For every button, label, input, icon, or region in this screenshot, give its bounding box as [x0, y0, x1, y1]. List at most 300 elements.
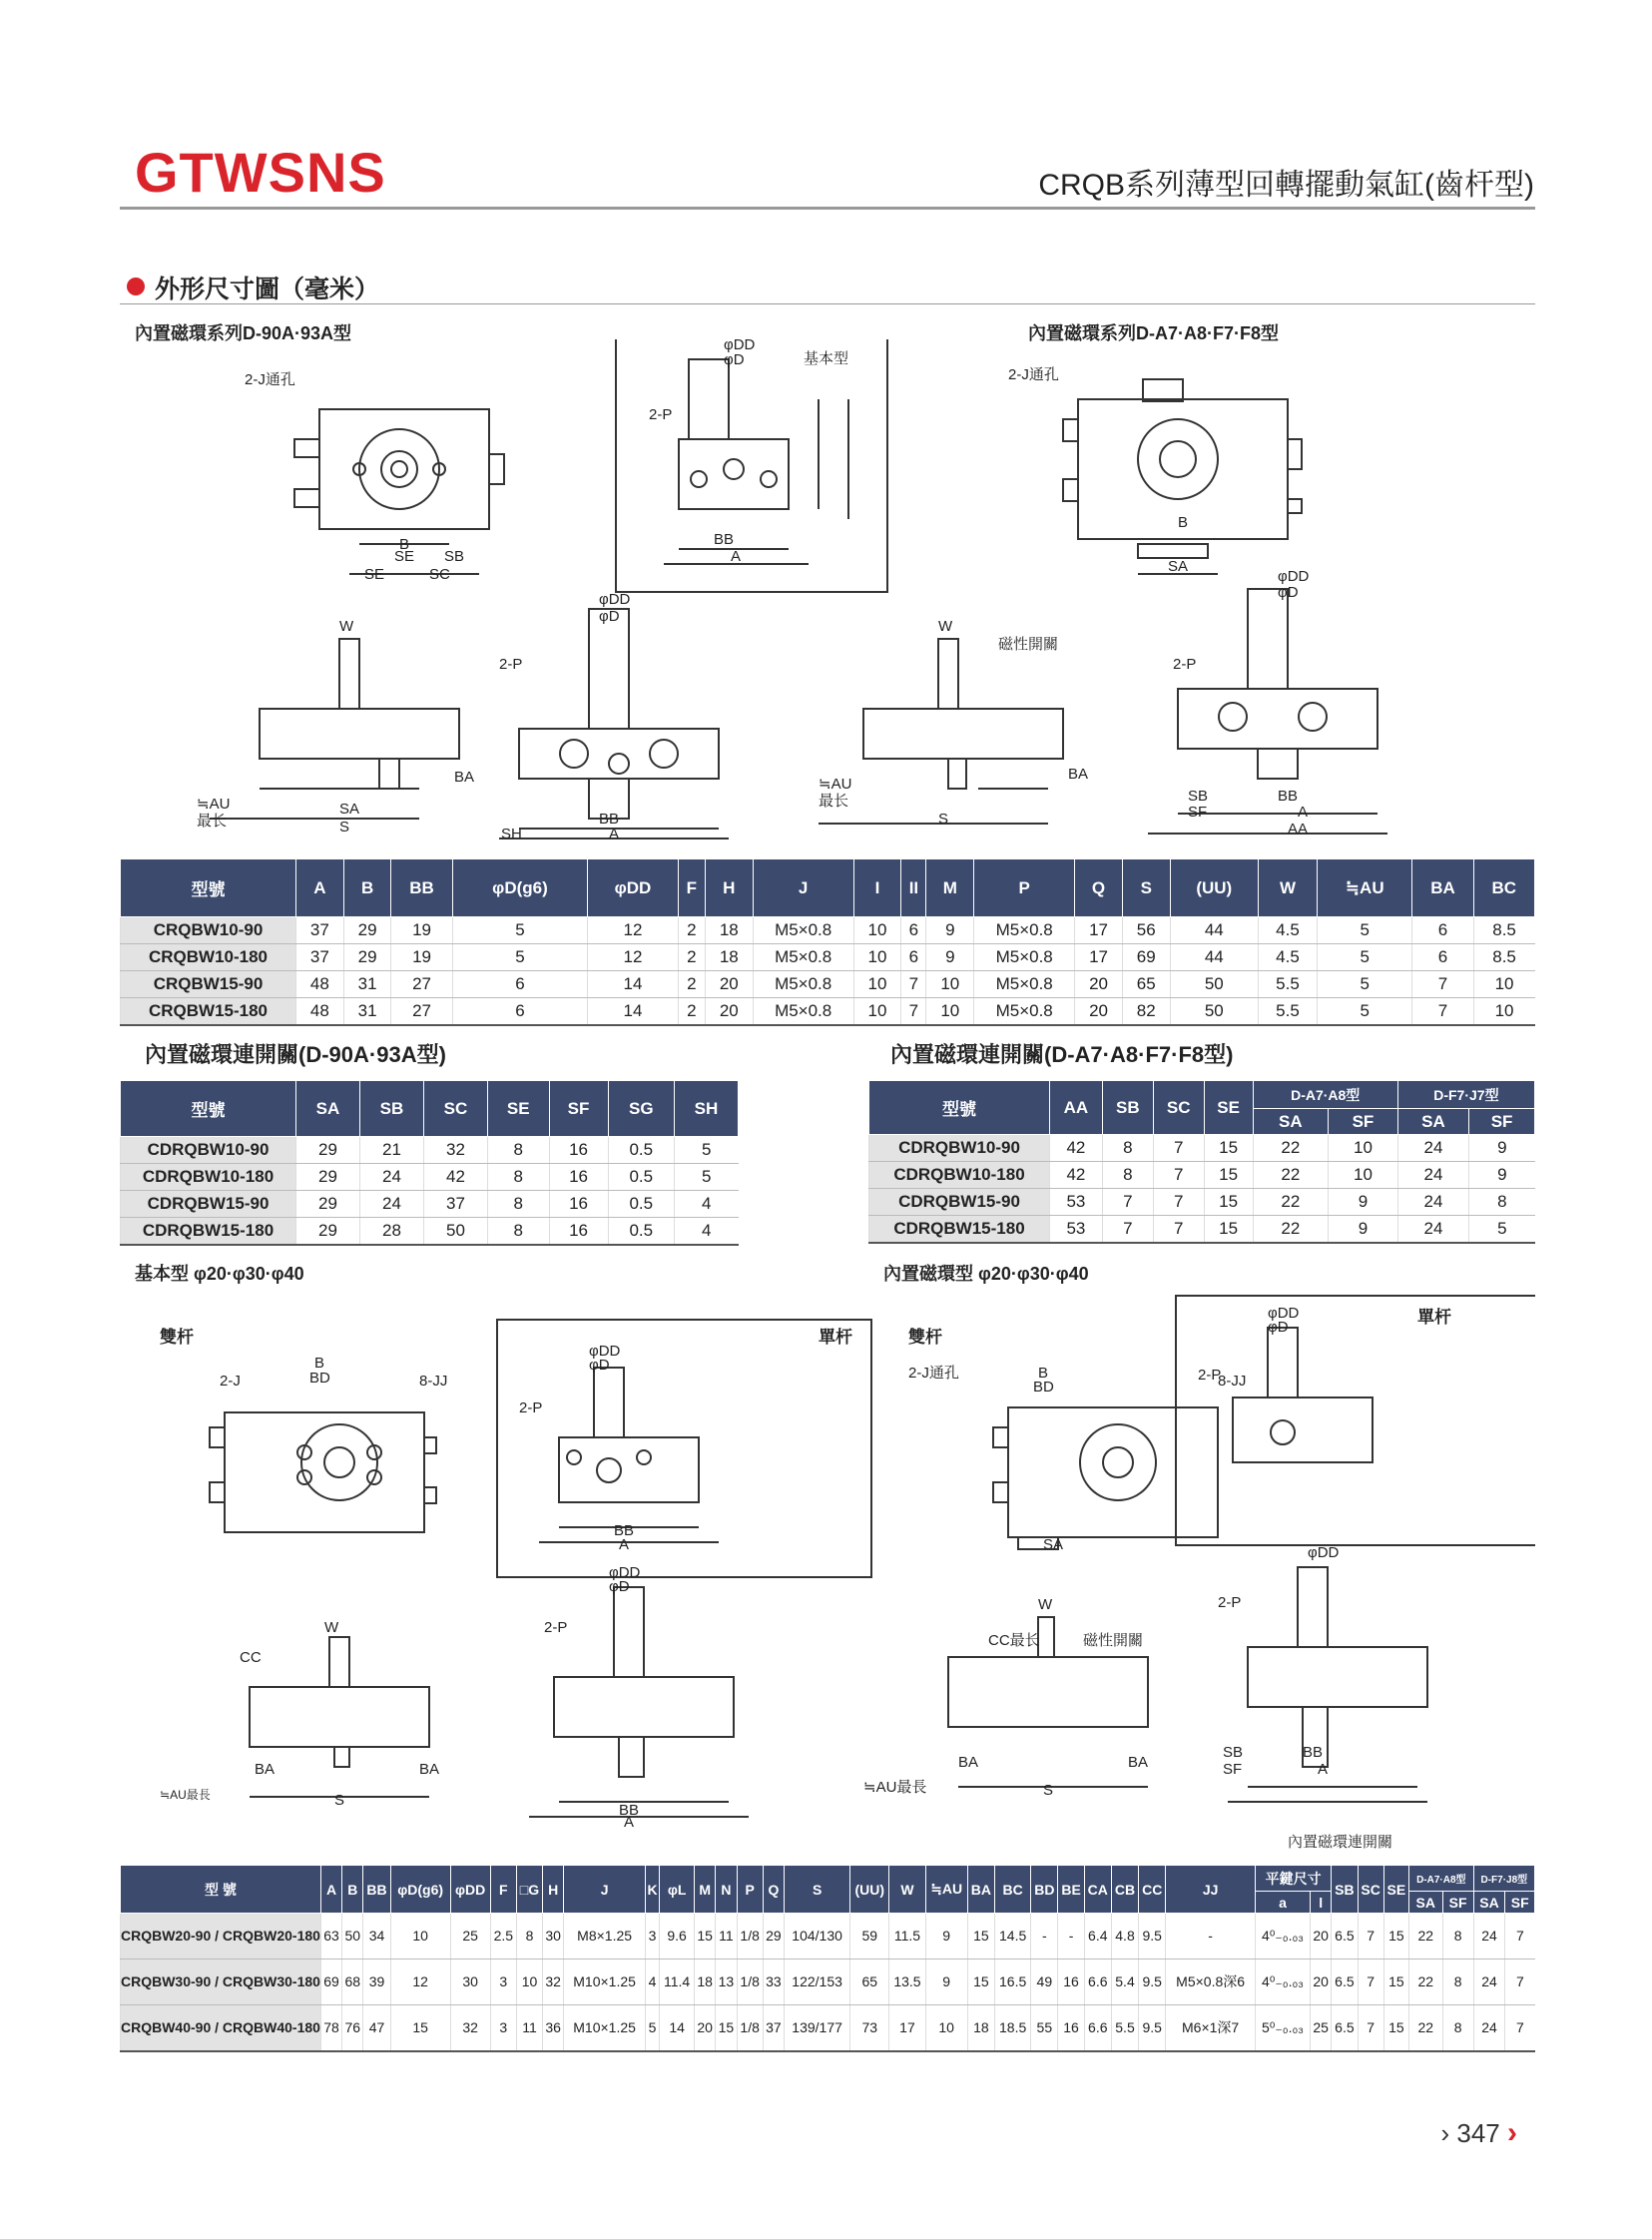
value-cell: M5×0.8: [974, 998, 1075, 1026]
value-cell: 32: [423, 1137, 487, 1164]
value-cell: 8: [1442, 1914, 1473, 1959]
value-cell: 6: [901, 917, 926, 944]
value-cell: 14.5: [995, 1914, 1031, 1959]
svg-text:B: B: [1178, 514, 1189, 531]
value-cell: 4.5: [1258, 917, 1317, 944]
value-cell: 20: [705, 971, 753, 998]
value-cell: 32: [543, 1959, 564, 2005]
sub-header: SF: [1442, 1892, 1473, 1914]
value-cell: 9.5: [1139, 1914, 1166, 1959]
svg-text:SA: SA: [339, 801, 360, 818]
col-header: SE: [1204, 1081, 1253, 1135]
value-cell: 7: [1505, 2005, 1535, 2052]
value-cell: 69: [320, 1959, 341, 2005]
value-cell: 7: [1505, 1914, 1535, 1959]
value-cell: 25: [450, 1914, 490, 1959]
value-cell: 16.5: [995, 1959, 1031, 2005]
value-cell: 18: [705, 944, 753, 971]
value-cell: 37: [423, 1191, 487, 1218]
svg-text:S: S: [938, 811, 949, 828]
value-cell: M5×0.8: [753, 917, 853, 944]
spec-table-da7-switch: [868, 1080, 1535, 1244]
value-cell: 17: [1075, 917, 1123, 944]
value-cell: 19: [391, 917, 452, 944]
svg-text:W: W: [1038, 1596, 1053, 1613]
col-header: □G: [516, 1866, 542, 1914]
spec-table-phi20-40: [120, 1865, 1535, 2052]
value-cell: 10: [853, 944, 901, 971]
value-cell: 18: [705, 917, 753, 944]
svg-text:2-P: 2-P: [1218, 1594, 1242, 1611]
table-row: [121, 1191, 739, 1218]
col-header: (UU): [1170, 859, 1258, 917]
col-header: JJ: [1166, 1866, 1256, 1914]
value-cell: M6×1深7: [1166, 2005, 1256, 2052]
value-cell: 11.5: [889, 1914, 925, 1959]
value-cell: 15: [1383, 1914, 1408, 1959]
value-cell: 20: [695, 2005, 716, 2052]
value-cell: 2: [678, 971, 705, 998]
value-cell: 22: [1253, 1216, 1328, 1244]
model-cell: CDRQBW10-180: [869, 1162, 1050, 1189]
value-cell: 5⁰₋₀.₀₃: [1255, 2005, 1310, 2052]
table3-caption: 內置磁環連開關(D-A7·A8·F7·F8型): [890, 1042, 1234, 1067]
svg-text:2-P: 2-P: [499, 656, 523, 673]
value-cell: 29: [296, 1164, 360, 1191]
value-cell: 24: [1473, 2005, 1505, 2052]
value-cell: 10: [1473, 971, 1534, 998]
value-cell: 12: [588, 917, 678, 944]
value-cell: 29: [296, 1218, 360, 1246]
value-cell: 9: [925, 1959, 967, 2005]
value-cell: 8: [1469, 1189, 1535, 1216]
value-cell: 0.5: [608, 1137, 674, 1164]
col-header: AA: [1050, 1081, 1103, 1135]
value-cell: 15: [967, 1914, 994, 1959]
value-cell: 30: [543, 1914, 564, 1959]
value-cell: 24: [1473, 1914, 1505, 1959]
drawing-label-d90a: 內置磁環系列D-90A·93A型: [135, 323, 352, 343]
model-cell: CRQBW15-180: [121, 998, 296, 1026]
svg-text:W: W: [324, 1619, 339, 1636]
value-cell: 24: [359, 1191, 423, 1218]
value-cell: 4.8: [1111, 1914, 1138, 1959]
value-cell: 2: [678, 998, 705, 1026]
svg-text:BB: BB: [1303, 1744, 1324, 1761]
value-cell: M5×0.8: [974, 971, 1075, 998]
value-cell: 49: [1031, 1959, 1058, 2005]
value-cell: 7: [901, 971, 926, 998]
svg-text:2-J通孔: 2-J通孔: [245, 371, 295, 388]
value-cell: 0.5: [608, 1191, 674, 1218]
svg-text:2-P: 2-P: [544, 1619, 568, 1636]
col-header: BB: [363, 1866, 390, 1914]
value-cell: 24: [359, 1164, 423, 1191]
table-head: [121, 1866, 1535, 1914]
value-cell: 139/177: [785, 2005, 850, 2052]
col-header: 型 號: [121, 1866, 321, 1914]
col-header: 型號: [121, 859, 296, 917]
table2-caption: 內置磁環連開關(D-90A·93A型): [145, 1042, 446, 1067]
value-cell: 6.6: [1084, 2005, 1111, 2052]
value-cell: 4⁰₋₀.₀₃: [1255, 1959, 1310, 2005]
value-cell: 9.6: [660, 1914, 695, 1959]
value-cell: 6: [452, 971, 588, 998]
svg-text:2-P: 2-P: [649, 406, 673, 423]
value-cell: 31: [343, 971, 391, 998]
table-row: [121, 998, 1535, 1026]
svg-text:AA: AA: [1288, 821, 1309, 838]
value-cell: M5×0.8: [753, 998, 853, 1026]
svg-text:φDD: φDD: [1268, 1305, 1300, 1322]
svg-text:SC: SC: [429, 566, 450, 583]
table-body: [121, 1914, 1535, 2052]
svg-text:S: S: [334, 1792, 345, 1809]
table-body: [121, 1137, 739, 1246]
col-header: BC: [995, 1866, 1031, 1914]
value-cell: 5.4: [1111, 1959, 1138, 2005]
col-header: D-A7·A8型: [1253, 1081, 1397, 1109]
table-row: [121, 1914, 1535, 1959]
value-cell: 20: [1075, 971, 1123, 998]
col-header: SB: [359, 1081, 423, 1137]
col-header: CC: [1139, 1866, 1166, 1914]
value-cell: 2: [678, 917, 705, 944]
col-header: A: [296, 859, 344, 917]
col-header: BA: [967, 1866, 994, 1914]
value-cell: 5: [674, 1137, 738, 1164]
value-cell: 48: [296, 998, 344, 1026]
value-cell: 53: [1050, 1216, 1103, 1244]
value-cell: 24: [1397, 1135, 1468, 1162]
col-header: J: [564, 1866, 646, 1914]
value-cell: 6: [452, 998, 588, 1026]
value-cell: 15: [695, 1914, 716, 1959]
value-cell: 29: [343, 917, 391, 944]
value-cell: 10: [925, 2005, 967, 2052]
value-cell: 55: [1031, 2005, 1058, 2052]
value-cell: 0.5: [608, 1218, 674, 1246]
col-header: II: [901, 859, 926, 917]
value-cell: 22: [1253, 1189, 1328, 1216]
value-cell: 10: [1329, 1162, 1398, 1189]
value-cell: 7: [901, 998, 926, 1026]
svg-text:≒AU: ≒AU: [197, 796, 231, 813]
section-bullet-icon: [127, 278, 145, 295]
svg-text:φDD: φDD: [1308, 1544, 1340, 1561]
col-header: SF: [549, 1081, 608, 1137]
col-header: D-F7·J8型: [1473, 1866, 1534, 1892]
svg-text:BD: BD: [1033, 1379, 1054, 1396]
col-header: SG: [608, 1081, 674, 1137]
value-cell: 14: [660, 2005, 695, 2052]
table-row: [121, 944, 1535, 971]
value-cell: 7: [1505, 1959, 1535, 2005]
value-cell: 29: [763, 1914, 784, 1959]
value-cell: 5: [645, 2005, 659, 2052]
value-cell: 104/130: [785, 1914, 850, 1959]
value-cell: 7: [1153, 1216, 1204, 1244]
value-cell: 15: [967, 1959, 994, 2005]
value-cell: 18: [967, 2005, 994, 2052]
value-cell: 22: [1408, 1959, 1442, 2005]
value-cell: 5: [674, 1164, 738, 1191]
sub-header: SA: [1397, 1109, 1468, 1135]
svg-text:BB: BB: [619, 1802, 640, 1819]
value-cell: 27: [391, 998, 452, 1026]
col-header: W: [1258, 859, 1317, 917]
value-cell: 7: [1153, 1135, 1204, 1162]
svg-text:2-J通孔: 2-J通孔: [1008, 366, 1059, 383]
svg-text:B: B: [399, 536, 410, 553]
value-cell: M8×1.25: [564, 1914, 646, 1959]
value-cell: 12: [390, 1959, 450, 2005]
value-cell: 5.5: [1258, 998, 1317, 1026]
value-cell: 9.5: [1139, 1959, 1166, 2005]
col-header: P: [974, 859, 1075, 917]
spec-table-d90a-switch: [120, 1080, 739, 1246]
svg-text:SH: SH: [501, 826, 522, 842]
value-cell: 44: [1170, 944, 1258, 971]
col-header: φDD: [588, 859, 678, 917]
page-prev-icon: ›: [1440, 2118, 1450, 2148]
svg-text:SA: SA: [1043, 1536, 1064, 1553]
value-cell: 5: [452, 917, 588, 944]
svg-text:磁性開關: 磁性開關: [1083, 1632, 1144, 1649]
col-header: H: [705, 859, 753, 917]
value-cell: 65: [850, 1959, 889, 2005]
svg-text:單杆: 單杆: [819, 1328, 852, 1347]
value-cell: 9: [925, 1914, 967, 1959]
value-cell: 9: [1469, 1135, 1535, 1162]
col-header: BB: [391, 859, 452, 917]
svg-text:φD: φD: [609, 1578, 630, 1595]
value-cell: 7: [1153, 1189, 1204, 1216]
model-cell: CRQBW15-90: [121, 971, 296, 998]
value-cell: 7: [1412, 998, 1473, 1026]
svg-text:內置磁環連開關: 內置磁環連開關: [1288, 1834, 1393, 1851]
svg-text:≒AU最長: ≒AU最長: [160, 1788, 211, 1802]
sub-header: SA: [1408, 1892, 1442, 1914]
model-cell: CRQBW40-90 / CRQBW40-180: [121, 2005, 321, 2052]
drawing-label-da7: 內置磁環系列D-A7·A8·F7·F8型: [1028, 323, 1280, 343]
svg-text:W: W: [938, 618, 953, 635]
col-header: SA: [296, 1081, 360, 1137]
value-cell: 68: [342, 1959, 363, 2005]
value-cell: 6: [1412, 917, 1473, 944]
value-cell: 8: [487, 1191, 549, 1218]
value-cell: 7: [1102, 1189, 1153, 1216]
svg-text:BA: BA: [419, 1761, 440, 1778]
model-cell: CDRQBW10-90: [869, 1135, 1050, 1162]
value-cell: 10: [853, 971, 901, 998]
table-body: [121, 917, 1535, 1026]
value-cell: 11.4: [660, 1959, 695, 2005]
value-cell: 7: [1412, 971, 1473, 998]
value-cell: 8: [487, 1137, 549, 1164]
value-cell: -: [1058, 1914, 1084, 1959]
value-cell: 20: [1311, 1959, 1332, 2005]
body-outline-left: [319, 409, 489, 529]
value-cell: 8: [1102, 1135, 1153, 1162]
value-cell: 10: [390, 1914, 450, 1959]
col-header: D-F7·J7型: [1397, 1081, 1534, 1109]
value-cell: 0.5: [608, 1164, 674, 1191]
model-cell: CDRQBW10-180: [121, 1164, 296, 1191]
value-cell: 8: [487, 1164, 549, 1191]
value-cell: 10: [853, 917, 901, 944]
svg-text:φDD: φDD: [724, 339, 756, 353]
svg-text:SB: SB: [444, 548, 465, 565]
col-header: (UU): [850, 1866, 889, 1914]
value-cell: 29: [296, 1137, 360, 1164]
value-cell: 78: [320, 2005, 341, 2052]
value-cell: 17: [1075, 944, 1123, 971]
drawing-label-basic: 基本型 φ20·φ30·φ40: [135, 1264, 304, 1284]
value-cell: 53: [1050, 1189, 1103, 1216]
value-cell: 10: [516, 1959, 542, 2005]
value-cell: 28: [359, 1218, 423, 1246]
value-cell: 7: [1358, 1959, 1383, 2005]
value-cell: 59: [850, 1914, 889, 1959]
table-row: [121, 1137, 739, 1164]
col-header: SH: [674, 1081, 738, 1137]
svg-text:磁性開關: 磁性開關: [998, 636, 1059, 653]
value-cell: 8: [1442, 1959, 1473, 2005]
svg-text:A: A: [624, 1814, 635, 1831]
value-cell: 9: [1329, 1189, 1398, 1216]
value-cell: 5: [452, 944, 588, 971]
model-cell: CDRQBW10-90: [121, 1137, 296, 1164]
col-header: 型號: [121, 1081, 296, 1137]
value-cell: 42: [423, 1164, 487, 1191]
value-cell: 69: [1122, 944, 1170, 971]
value-cell: M5×0.8: [974, 944, 1075, 971]
svg-text:BD: BD: [309, 1370, 330, 1387]
col-header: M: [695, 1866, 716, 1914]
value-cell: 16: [1058, 1959, 1084, 2005]
table-row: [121, 1218, 739, 1246]
col-header: B: [342, 1866, 363, 1914]
col-header: CB: [1111, 1866, 1138, 1914]
svg-text:A: A: [1318, 1761, 1329, 1778]
svg-text:BA: BA: [255, 1761, 275, 1778]
col-header: BD: [1031, 1866, 1058, 1914]
svg-text:SA: SA: [1168, 558, 1189, 575]
value-cell: 20: [1075, 998, 1123, 1026]
col-header: F: [490, 1866, 516, 1914]
svg-text:B: B: [1038, 1365, 1049, 1382]
svg-text:φDD: φDD: [1278, 568, 1310, 585]
table-row: [121, 1164, 739, 1191]
svg-text:φD: φD: [599, 608, 620, 625]
value-cell: 7: [1102, 1216, 1153, 1244]
svg-text:8-JJ: 8-JJ: [419, 1373, 448, 1390]
value-cell: 14: [588, 998, 678, 1026]
value-cell: M10×1.25: [564, 1959, 646, 2005]
value-cell: 4: [674, 1191, 738, 1218]
svg-text:最长: 最长: [819, 793, 849, 810]
top-dimension-drawings: [120, 339, 1535, 848]
value-cell: 27: [391, 971, 452, 998]
value-cell: 3: [645, 1914, 659, 1959]
col-header: φL: [660, 1866, 695, 1914]
svg-text:≒AU: ≒AU: [819, 776, 852, 793]
svg-text:A: A: [619, 1536, 630, 1553]
value-cell: 25: [1311, 2005, 1332, 2052]
table-row: [869, 1135, 1535, 1162]
value-cell: 82: [1122, 998, 1170, 1026]
value-cell: 8: [487, 1218, 549, 1246]
value-cell: 47: [363, 2005, 390, 2052]
value-cell: 10: [926, 971, 974, 998]
value-cell: 18.5: [995, 2005, 1031, 2052]
value-cell: 6.4: [1084, 1914, 1111, 1959]
value-cell: 30: [450, 1959, 490, 2005]
svg-text:A: A: [1298, 804, 1309, 821]
value-cell: M5×0.8: [753, 971, 853, 998]
value-cell: 65: [1122, 971, 1170, 998]
col-header: B: [343, 859, 391, 917]
value-cell: 8.5: [1473, 917, 1534, 944]
value-cell: 8.5: [1473, 944, 1534, 971]
value-cell: 76: [342, 2005, 363, 2052]
col-header: N: [716, 1866, 737, 1914]
col-header: M: [926, 859, 974, 917]
col-header: ≒AU: [1318, 859, 1412, 917]
value-cell: 11: [716, 1914, 737, 1959]
col-header: 型號: [869, 1081, 1050, 1135]
value-cell: 17: [889, 2005, 925, 2052]
sub-header: SA: [1473, 1892, 1505, 1914]
value-cell: 18: [695, 1959, 716, 2005]
value-cell: 6.6: [1084, 1959, 1111, 2005]
value-cell: 32: [450, 2005, 490, 2052]
value-cell: 5: [1469, 1216, 1535, 1244]
table-row: [121, 917, 1535, 944]
value-cell: 42: [1050, 1135, 1103, 1162]
svg-text:BB: BB: [1278, 788, 1299, 805]
value-cell: 15: [390, 2005, 450, 2052]
sub-header: l: [1311, 1892, 1332, 1914]
value-cell: 22: [1253, 1162, 1328, 1189]
value-cell: 9: [926, 944, 974, 971]
model-cell: CRQBW20-90 / CRQBW20-180: [121, 1914, 321, 1959]
value-cell: 16: [549, 1137, 608, 1164]
svg-text:≒AU最長: ≒AU最長: [863, 1779, 927, 1796]
svg-text:BB: BB: [614, 1522, 635, 1539]
header-divider: [120, 207, 1535, 210]
value-cell: 37: [296, 944, 344, 971]
value-cell: 15: [1383, 1959, 1408, 2005]
value-cell: 8: [1102, 1162, 1153, 1189]
value-cell: M10×1.25: [564, 2005, 646, 2052]
drawing-label-magnet: 內置磁環型 φ20·φ30·φ40: [883, 1264, 1089, 1284]
svg-text:φD: φD: [589, 1357, 610, 1374]
svg-text:A: A: [731, 548, 742, 565]
col-header: SE: [487, 1081, 549, 1137]
value-cell: 29: [343, 944, 391, 971]
value-cell: M5×0.8深6: [1166, 1959, 1256, 2005]
sub-header: a: [1255, 1892, 1310, 1914]
value-cell: 3: [490, 1959, 516, 2005]
svg-text:單杆: 單杆: [1417, 1308, 1451, 1327]
col-header: φDD: [450, 1866, 490, 1914]
value-cell: 10: [853, 998, 901, 1026]
value-cell: 15: [1204, 1162, 1253, 1189]
value-cell: 15: [1204, 1135, 1253, 1162]
value-cell: 5: [1318, 998, 1412, 1026]
